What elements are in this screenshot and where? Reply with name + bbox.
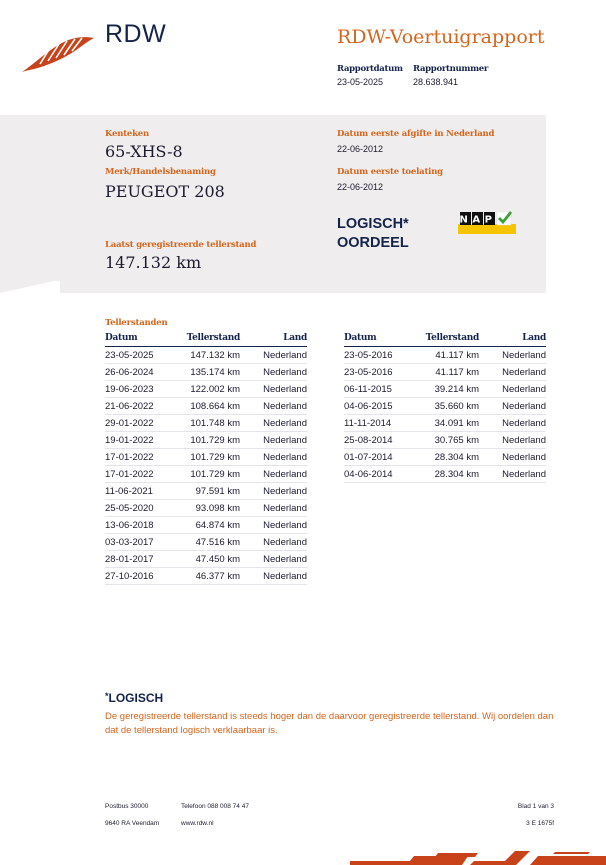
table-row: [105, 432, 307, 449]
first-admission-label: Datum eerste toelating: [337, 167, 443, 177]
table-row: [344, 449, 546, 466]
table-row: [105, 381, 307, 398]
report-date-label: Rapportdatum: [337, 64, 403, 74]
readings-table-right: [344, 331, 546, 483]
footer-phone: Telefoon 088 008 74 47: [181, 803, 249, 810]
footnote-text: De geregistreerde tellerstand is steeds hoger dan de daarvoor geregistreerde tellerstand. Wij oordelen dan dat de tellerstand logisch verklaarbaar is.: [105, 711, 554, 736]
cell-tellerstand: 101.729 km: [173, 432, 240, 449]
table-row: [344, 466, 546, 483]
cell-land: Nederland: [479, 398, 546, 415]
cell-datum: 01-07-2014: [344, 449, 412, 466]
column-header-land: Land: [240, 331, 307, 347]
cell-tellerstand: 101.748 km: [173, 415, 240, 432]
cell-datum: 11-11-2014: [344, 415, 412, 432]
column-header-land: Land: [479, 331, 546, 347]
table-row: [105, 398, 307, 415]
cell-datum: 23-05-2016: [344, 347, 412, 364]
column-header-tellerstand: Tellerstand: [173, 331, 240, 347]
cell-tellerstand: 101.729 km: [173, 449, 240, 466]
cell-tellerstand: 46.377 km: [173, 568, 240, 585]
table-row: [105, 364, 307, 381]
cell-datum: 26-06-2024: [105, 364, 173, 381]
cell-datum: 27-10-2016: [105, 568, 173, 585]
cell-datum: 23-05-2025: [105, 347, 173, 364]
cell-land: Nederland: [240, 381, 307, 398]
footer-page-number: Blad 1 van 3: [517, 803, 554, 810]
last-odometer-label: Laatst geregistreerde tellerstand: [105, 240, 257, 250]
table-row: [105, 466, 307, 483]
footer-document-code: 3 E 1675f: [526, 820, 554, 827]
table-row: [105, 517, 307, 534]
kenteken-label: Kenteken: [105, 129, 150, 139]
cell-land: Nederland: [240, 398, 307, 415]
table-header-row: [105, 331, 307, 347]
cell-datum: 06-11-2015: [344, 381, 412, 398]
report-title: RDW-Voertuigrapport: [337, 26, 545, 48]
cell-tellerstand: 35.660 km: [412, 398, 479, 415]
footer-city: 9640 RA Veendam: [105, 820, 160, 827]
cell-datum: 17-01-2022: [105, 449, 173, 466]
cell-tellerstand: 97.591 km: [173, 483, 240, 500]
footnote-title: [105, 691, 163, 705]
report-number-value: 28.638.941: [413, 77, 459, 87]
footer-stripes-decoration: [350, 850, 606, 865]
cell-land: Nederland: [240, 432, 307, 449]
cell-tellerstand: 147.132 km: [173, 347, 240, 364]
last-odometer-value: 147.132 km: [105, 253, 202, 272]
cell-datum: 29-01-2022: [105, 415, 173, 432]
cell-tellerstand: 108.664 km: [173, 398, 240, 415]
table-row: [105, 415, 307, 432]
cell-tellerstand: 41.117 km: [412, 364, 479, 381]
cell-land: Nederland: [240, 483, 307, 500]
cell-land: Nederland: [479, 466, 546, 483]
footer-website-link[interactable]: www.rdw.nl: [181, 820, 214, 827]
cell-tellerstand: 39.214 km: [412, 381, 479, 398]
cell-land: Nederland: [240, 466, 307, 483]
cell-tellerstand: 101.729 km: [173, 466, 240, 483]
cell-land: Nederland: [240, 551, 307, 568]
cell-land: Nederland: [240, 415, 307, 432]
footer-postbus: Postbus 30000: [105, 803, 149, 810]
cell-tellerstand: 30.765 km: [412, 432, 479, 449]
merk-value: PEUGEOT 208: [105, 182, 225, 201]
cell-tellerstand: 47.516 km: [173, 534, 240, 551]
cell-land: Nederland: [479, 449, 546, 466]
table-row: [105, 534, 307, 551]
report-number-label: Rapportnummer: [413, 64, 489, 74]
cell-land: Nederland: [240, 364, 307, 381]
cell-datum: 03-03-2017: [105, 534, 173, 551]
cell-tellerstand: 122.002 km: [173, 381, 240, 398]
cell-tellerstand: 28.304 km: [412, 466, 479, 483]
cell-tellerstand: 135.174 km: [173, 364, 240, 381]
vehicle-info-panel: [0, 115, 546, 293]
column-header-datum: Datum: [344, 331, 412, 347]
table-header-row: [344, 331, 546, 347]
table-row: [105, 483, 307, 500]
cell-land: Nederland: [479, 432, 546, 449]
cell-datum: 11-06-2021: [105, 483, 173, 500]
table-row: [344, 347, 546, 364]
table-row: [344, 415, 546, 432]
table-row: [344, 381, 546, 398]
rdw-feather-logo-icon: [20, 34, 96, 74]
table-row: [105, 551, 307, 568]
cell-land: Nederland: [240, 500, 307, 517]
footnote-star: *: [105, 691, 109, 701]
cell-datum: 17-01-2022: [105, 466, 173, 483]
cell-tellerstand: 34.091 km: [412, 415, 479, 432]
readings-table-left: [105, 331, 307, 585]
column-header-datum: Datum: [105, 331, 173, 347]
cell-datum: 21-06-2022: [105, 398, 173, 415]
table-row: [105, 568, 307, 585]
cell-land: Nederland: [479, 381, 546, 398]
cell-land: Nederland: [240, 517, 307, 534]
readings-title: Tellerstanden: [105, 318, 168, 328]
first-issue-nl-label: Datum eerste afgifte in Nederland: [337, 129, 495, 139]
report-date-value: 23-05-2025: [337, 77, 384, 87]
cell-datum: 23-05-2016: [344, 364, 412, 381]
first-admission-value: 22-06-2012: [337, 182, 384, 192]
table-row: [344, 432, 546, 449]
cell-datum: 04-06-2014: [344, 466, 412, 483]
merk-label: Merk/Handelsbenaming: [105, 167, 216, 177]
nap-logo-icon: [458, 210, 516, 236]
cell-datum: 19-01-2022: [105, 432, 173, 449]
brand-name: RDW: [105, 20, 167, 48]
table-row: [344, 398, 546, 415]
cell-datum: 04-06-2015: [344, 398, 412, 415]
cell-datum: 25-08-2014: [344, 432, 412, 449]
kenteken-value: 65-XHS-8: [105, 142, 183, 161]
table-row: [344, 364, 546, 381]
cell-datum: 13-06-2018: [105, 517, 173, 534]
cell-tellerstand: 64.874 km: [173, 517, 240, 534]
cell-tellerstand: 93.098 km: [173, 500, 240, 517]
cell-land: Nederland: [240, 534, 307, 551]
column-header-tellerstand: Tellerstand: [412, 331, 479, 347]
cell-tellerstand: 47.450 km: [173, 551, 240, 568]
cell-land: Nederland: [479, 364, 546, 381]
cell-datum: 25-05-2020: [105, 500, 173, 517]
cell-tellerstand: 28.304 km: [412, 449, 479, 466]
first-issue-nl-value: 22-06-2012: [337, 144, 384, 154]
cell-land: Nederland: [240, 568, 307, 585]
cell-land: Nederland: [479, 347, 546, 364]
cell-tellerstand: 41.117 km: [412, 347, 479, 364]
cell-datum: 28-01-2017: [105, 551, 173, 568]
cell-land: Nederland: [240, 449, 307, 466]
table-row: [105, 500, 307, 517]
footnote-title-text: LOGISCH: [108, 691, 164, 705]
cell-land: Nederland: [240, 347, 307, 364]
verdict-text: LOGISCH* OORDEEL: [337, 216, 409, 251]
cell-land: Nederland: [479, 415, 546, 432]
nap-logo-text: NAP: [459, 214, 497, 226]
table-row: [105, 449, 307, 466]
table-row: [105, 347, 307, 364]
cell-datum: 19-06-2023: [105, 381, 173, 398]
